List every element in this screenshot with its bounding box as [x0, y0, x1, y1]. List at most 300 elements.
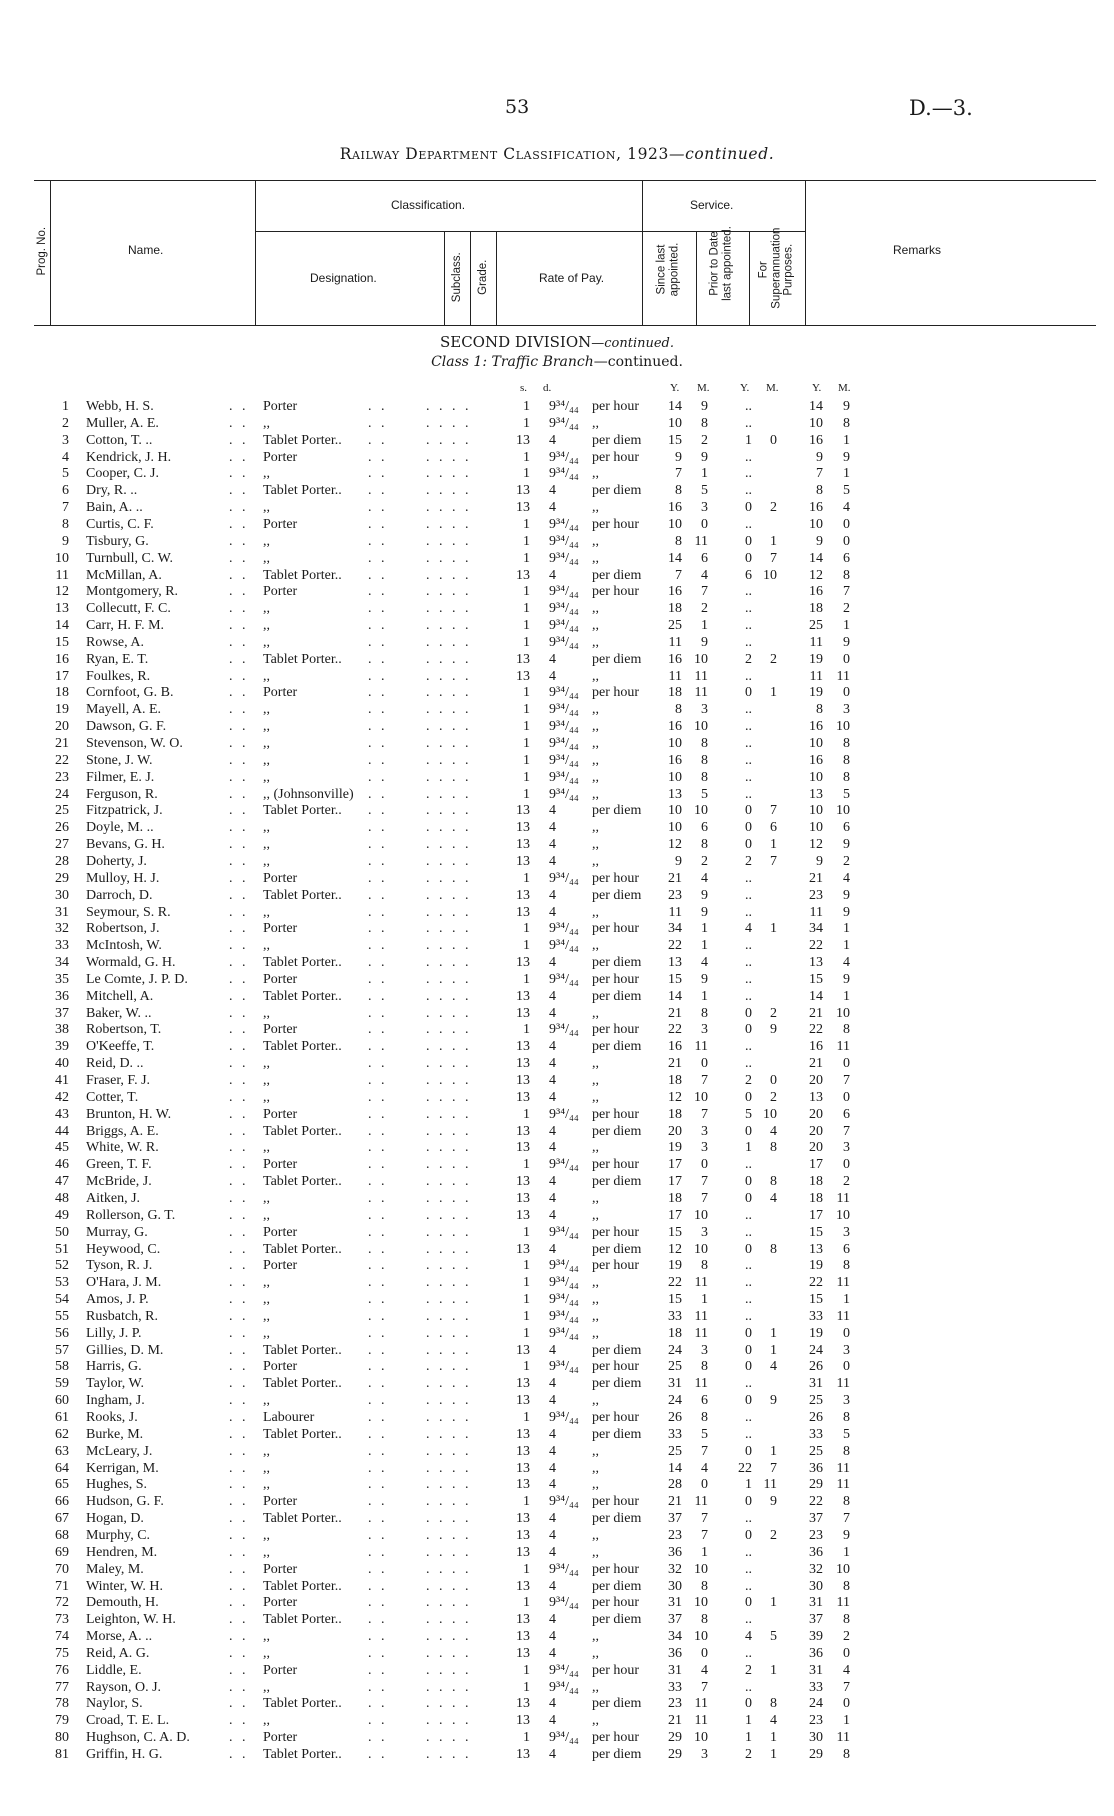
row-since-years: 25: [668, 1443, 682, 1459]
row-pay-period: ,,: [592, 702, 599, 718]
row-super-years: 19: [809, 651, 823, 667]
row-name: Ryan, E. T.: [86, 651, 149, 667]
row-prior-months: 6: [770, 820, 777, 836]
unit-s: s.: [520, 382, 528, 394]
row-number: 48: [55, 1190, 69, 1206]
row-number: 46: [55, 1157, 69, 1173]
row-designation: Tablet Porter..: [263, 1241, 342, 1257]
row-since-years: 25: [668, 618, 682, 634]
row-prior-months: 1: [770, 837, 777, 853]
row-prior-months: 1: [770, 1662, 777, 1678]
row-super-years: 20: [809, 1073, 823, 1088]
row-pay-pence: 4: [549, 1207, 556, 1223]
row-super-years: 30: [809, 1578, 823, 1594]
row-super-years: 22: [809, 1494, 823, 1510]
table-row: [0, 1646, 1114, 1663]
row-prior-months: 8: [770, 1241, 777, 1257]
row-number: 28: [55, 853, 69, 869]
dot-leader: . .: [229, 786, 249, 802]
row-pay-pence: 9³⁴/₄₄: [549, 1022, 579, 1038]
row-name: Mulloy, H. J.: [86, 870, 160, 886]
row-designation: Porter: [263, 1258, 298, 1274]
class-title: [0, 354, 1114, 370]
row-super-years: 24: [809, 1696, 823, 1712]
row-super-years: 25: [809, 1393, 823, 1409]
dot-leader: . .: [368, 1039, 388, 1055]
row-prior-months: 4: [770, 1359, 777, 1375]
dot-leader: . . . .: [426, 1224, 472, 1240]
table-row: [0, 888, 1114, 905]
row-name: Bevans, G. H.: [86, 837, 165, 853]
row-prior-years: 4: [745, 1629, 752, 1645]
row-super-months: 11: [836, 1477, 850, 1493]
row-pay-shillings: 13: [516, 1713, 530, 1729]
row-prior-months: 1: [770, 533, 777, 549]
row-super-months: 11: [836, 1039, 850, 1055]
dot-leader: . .: [368, 702, 388, 718]
row-designation: Porter: [263, 584, 298, 600]
row-pay-shillings: 1: [523, 1561, 530, 1577]
row-pay-shillings: 1: [523, 584, 530, 600]
row-pay-shillings: 13: [516, 1241, 530, 1257]
table-row: [0, 534, 1114, 551]
table-row: [0, 652, 1114, 669]
table-row: [0, 972, 1114, 989]
row-since-years: 29: [668, 1747, 682, 1762]
row-super-months: 8: [843, 1612, 850, 1628]
dot-leader: . . . .: [426, 1511, 472, 1527]
dot-leader: . .: [368, 1106, 388, 1122]
dot-leader: . .: [229, 988, 249, 1004]
row-name: Murphy, C.: [86, 1527, 151, 1543]
page-title: [0, 145, 1114, 163]
row-designation: Porter: [263, 1106, 298, 1122]
row-super-months: 11: [836, 1460, 850, 1476]
row-designation: Porter: [263, 1224, 298, 1240]
row-prior-years: 2: [745, 651, 752, 667]
row-prior-months: 2: [770, 500, 777, 516]
table-row: [0, 1174, 1114, 1191]
table-row: [0, 1090, 1114, 1107]
dot-leader: . . . .: [426, 668, 472, 684]
row-designation: ,,: [263, 1190, 270, 1206]
row-super-years: 15: [809, 1224, 823, 1240]
dot-leader: . . . .: [426, 1713, 472, 1729]
dot-leader: . .: [368, 668, 388, 684]
row-since-months: 1: [701, 1292, 708, 1308]
row-prior-years: ..: [745, 719, 752, 735]
row-pay-period: ,,: [592, 904, 599, 920]
row-pay-shillings: 1: [523, 1494, 530, 1510]
row-number: 67: [55, 1511, 69, 1527]
row-since-months: 3: [701, 1022, 708, 1038]
row-prior-years: ..: [745, 1679, 752, 1695]
row-since-months: 8: [701, 1359, 708, 1375]
row-super-years: 20: [809, 1123, 823, 1139]
row-super-years: 34: [809, 921, 823, 937]
row-super-years: 13: [809, 786, 823, 802]
row-since-months: 11: [694, 668, 708, 684]
row-super-years: 7: [816, 466, 823, 482]
row-number: 36: [55, 988, 69, 1004]
row-prior-months: 7: [770, 1460, 777, 1476]
dot-leader: . .: [229, 1089, 249, 1105]
row-prior-years: ..: [745, 1376, 752, 1392]
header-prog-no: Prog. No.: [35, 226, 48, 276]
dot-leader: . . . .: [426, 618, 472, 634]
dot-leader: . .: [368, 719, 388, 735]
dot-leader: . .: [229, 533, 249, 549]
row-since-months: 1: [701, 618, 708, 634]
row-pay-pence: 4: [549, 1629, 556, 1645]
row-pay-shillings: 1: [523, 921, 530, 937]
row-super-years: 15: [809, 971, 823, 987]
row-number: 3: [62, 432, 69, 448]
dot-leader: . .: [229, 1022, 249, 1038]
header-for-super: For Superannuation Purposes.: [757, 227, 795, 309]
row-name: Mitchell, A.: [86, 988, 154, 1004]
row-super-months: 8: [843, 1022, 850, 1038]
dot-leader: . . . .: [426, 803, 472, 819]
row-name: Amos, J. P.: [86, 1292, 149, 1308]
row-number: 53: [55, 1275, 69, 1291]
row-pay-pence: 9³⁴/₄₄: [549, 466, 579, 482]
row-since-months: 11: [694, 1696, 708, 1712]
row-name: Aitken, J.: [86, 1190, 141, 1206]
row-super-months: 7: [843, 1679, 850, 1695]
row-since-years: 12: [668, 1089, 682, 1105]
row-super-months: 6: [843, 1106, 850, 1122]
row-since-months: 3: [701, 500, 708, 516]
row-super-years: 13: [809, 955, 823, 971]
row-pay-shillings: 1: [523, 786, 530, 802]
table-row: [0, 1461, 1114, 1478]
dot-leader: . .: [229, 668, 249, 684]
row-prior-years: 0: [745, 1325, 752, 1341]
row-pay-shillings: 13: [516, 567, 530, 583]
row-pay-shillings: 13: [516, 1544, 530, 1560]
row-pay-shillings: 13: [516, 1073, 530, 1088]
dot-leader: . . . .: [426, 415, 472, 431]
row-prior-years: ..: [745, 971, 752, 987]
row-super-years: 23: [809, 1527, 823, 1543]
row-number: 74: [55, 1629, 69, 1645]
row-prior-years: 0: [745, 550, 752, 566]
row-pay-pence: 4: [549, 432, 556, 448]
row-name: Fraser, F. J.: [86, 1073, 151, 1088]
table-row: [0, 1713, 1114, 1730]
row-number: 70: [55, 1561, 69, 1577]
row-number: 72: [55, 1595, 69, 1611]
row-name: Hogan, D.: [86, 1511, 144, 1527]
dot-leader: . .: [229, 399, 249, 414]
row-pay-period: per hour: [592, 1595, 640, 1611]
row-since-months: 9: [701, 399, 708, 414]
row-super-months: 0: [843, 1056, 850, 1072]
row-number: 64: [55, 1460, 69, 1476]
row-super-months: 0: [843, 1089, 850, 1105]
row-super-years: 12: [809, 837, 823, 853]
row-designation: Tablet Porter..: [263, 803, 342, 819]
dot-leader: . .: [368, 500, 388, 516]
row-number: 51: [55, 1241, 69, 1257]
row-prior-months: 0: [770, 432, 777, 448]
row-since-months: 10: [694, 719, 708, 735]
row-prior-months: 5: [770, 1629, 777, 1645]
row-since-years: 18: [668, 685, 682, 701]
row-pay-pence: 4: [549, 1696, 556, 1712]
row-since-years: 7: [675, 466, 682, 482]
row-number: 20: [55, 719, 69, 735]
dot-leader: . . . .: [426, 1410, 472, 1425]
dot-leader: . .: [229, 1393, 249, 1409]
row-since-months: 1: [701, 1544, 708, 1560]
row-super-months: 8: [843, 1410, 850, 1425]
row-number: 35: [55, 971, 69, 987]
row-name: O'Hara, J. M.: [86, 1275, 162, 1291]
row-since-years: 37: [668, 1511, 682, 1527]
table-row: [0, 938, 1114, 955]
dot-leader: . . . .: [426, 1595, 472, 1611]
row-prior-years: 0: [745, 1241, 752, 1257]
row-pay-period: per hour: [592, 1359, 640, 1375]
row-prior-years: ..: [745, 1292, 752, 1308]
table-row: [0, 1343, 1114, 1360]
row-pay-shillings: 13: [516, 1578, 530, 1594]
dot-leader: . .: [368, 1662, 388, 1678]
row-super-months: 11: [836, 1730, 850, 1746]
row-super-months: 11: [836, 1308, 850, 1324]
row-since-years: 15: [668, 1224, 682, 1240]
table-row: [0, 719, 1114, 736]
row-pay-period: per hour: [592, 1022, 640, 1038]
row-prior-years: ..: [745, 1645, 752, 1661]
row-pay-pence: 4: [549, 1174, 556, 1190]
row-pay-pence: 9³⁴/₄₄: [549, 634, 579, 650]
dot-leader: . .: [229, 938, 249, 954]
table-row: [0, 416, 1114, 433]
table-row: [0, 803, 1114, 820]
row-super-months: 8: [843, 1443, 850, 1459]
row-name: McBride, J.: [86, 1174, 152, 1190]
row-number: 49: [55, 1207, 69, 1223]
row-since-months: 1: [701, 466, 708, 482]
division-title-main: SECOND DIVISION: [439, 333, 592, 351]
row-designation: Tablet Porter..: [263, 1123, 342, 1139]
table-row: [0, 702, 1114, 719]
row-number: 33: [55, 938, 69, 954]
dot-leader: . . . .: [426, 1207, 472, 1223]
row-pay-shillings: 1: [523, 1106, 530, 1122]
row-pay-period: per hour: [592, 1106, 640, 1122]
dot-leader: . .: [368, 1460, 388, 1476]
dot-leader: . .: [229, 1157, 249, 1173]
row-pay-pence: 9³⁴/₄₄: [549, 1224, 579, 1240]
row-since-months: 5: [701, 483, 708, 499]
row-pay-pence: 4: [549, 668, 556, 684]
row-number: 14: [55, 618, 69, 634]
row-super-years: 21: [809, 1056, 823, 1072]
row-super-years: 36: [809, 1645, 823, 1661]
dot-leader: . .: [368, 1359, 388, 1375]
dot-leader: . .: [229, 1460, 249, 1476]
row-pay-period: ,,: [592, 1544, 599, 1560]
row-super-months: 9: [843, 399, 850, 414]
table-header: [34, 180, 1096, 326]
row-super-years: 33: [809, 1426, 823, 1442]
row-pay-shillings: 13: [516, 1056, 530, 1072]
dot-leader: . . . .: [426, 1106, 472, 1122]
dot-leader: . . . .: [426, 1157, 472, 1173]
row-pay-pence: 9³⁴/₄₄: [549, 618, 579, 634]
dot-leader: . .: [368, 432, 388, 448]
row-since-months: 0: [701, 1157, 708, 1173]
row-super-years: 31: [809, 1595, 823, 1611]
dot-leader: . .: [368, 921, 388, 937]
dot-leader: . .: [229, 702, 249, 718]
row-pay-period: per hour: [592, 449, 640, 465]
row-prior-years: 0: [745, 500, 752, 516]
row-since-years: 22: [668, 938, 682, 954]
row-super-months: 8: [843, 1747, 850, 1762]
row-super-years: 16: [809, 719, 823, 735]
row-prior-years: 0: [745, 1005, 752, 1021]
dot-leader: . .: [229, 618, 249, 634]
dot-leader: . .: [229, 550, 249, 566]
row-prior-years: 0: [745, 1190, 752, 1206]
table-row: [0, 601, 1114, 618]
row-pay-period: per diem: [592, 1342, 642, 1358]
row-pay-shillings: 1: [523, 1679, 530, 1695]
row-super-months: 8: [843, 769, 850, 785]
row-since-months: 0: [701, 516, 708, 532]
row-since-months: 9: [701, 634, 708, 650]
row-super-months: 9: [843, 449, 850, 465]
table-row: [0, 685, 1114, 702]
row-name: Rollerson, G. T.: [86, 1207, 176, 1223]
row-pay-period: ,,: [592, 634, 599, 650]
row-super-years: 25: [809, 618, 823, 634]
row-super-months: 0: [843, 1359, 850, 1375]
row-super-years: 16: [809, 1039, 823, 1055]
table-row: [0, 669, 1114, 686]
dot-leader: . . . .: [426, 1241, 472, 1257]
row-name: Bain, A. ..: [86, 500, 143, 516]
header-rule: [470, 231, 471, 325]
row-prior-months: 4: [770, 1713, 777, 1729]
dot-leader: . .: [229, 1595, 249, 1611]
row-prior-years: ..: [745, 1056, 752, 1072]
row-since-years: 36: [668, 1645, 682, 1661]
row-since-months: 10: [694, 1595, 708, 1611]
row-since-months: 8: [701, 736, 708, 751]
row-prior-years: ..: [745, 1039, 752, 1055]
row-pay-period: ,,: [592, 618, 599, 634]
row-prior-years: 0: [745, 685, 752, 701]
row-designation: Tablet Porter..: [263, 483, 342, 499]
dot-leader: . .: [368, 988, 388, 1004]
row-number: 13: [55, 601, 69, 617]
row-pay-pence: 4: [549, 803, 556, 819]
row-pay-period: ,,: [592, 1645, 599, 1661]
row-prior-months: 1: [770, 1342, 777, 1358]
dot-leader: . . . .: [426, 1662, 472, 1678]
row-super-years: 39: [809, 1629, 823, 1645]
row-name: Collecutt, F. C.: [86, 601, 171, 617]
row-pay-period: per diem: [592, 1511, 642, 1527]
row-since-years: 18: [668, 601, 682, 617]
row-since-months: 2: [701, 432, 708, 448]
row-since-years: 23: [668, 887, 682, 903]
dot-leader: . .: [368, 1696, 388, 1712]
row-prior-months: 4: [770, 1190, 777, 1206]
row-super-months: 2: [843, 1629, 850, 1645]
row-since-months: 9: [701, 887, 708, 903]
row-designation: Porter: [263, 971, 298, 987]
row-pay-period: ,,: [592, 837, 599, 853]
row-designation: ,,: [263, 837, 270, 853]
dot-leader: . .: [368, 1477, 388, 1493]
table-row: [0, 584, 1114, 601]
dot-leader: . .: [368, 1629, 388, 1645]
dot-leader: . . . .: [426, 1056, 472, 1072]
row-prior-years: ..: [745, 1410, 752, 1425]
table-row: [0, 1680, 1114, 1697]
row-number: 9: [62, 533, 69, 549]
row-designation: ,,: [263, 634, 270, 650]
dot-leader: . .: [368, 1224, 388, 1240]
dot-leader: . .: [368, 887, 388, 903]
row-pay-shillings: 1: [523, 1662, 530, 1678]
row-pay-shillings: 1: [523, 685, 530, 701]
row-name: Rowse, A.: [86, 634, 144, 650]
row-designation: Porter: [263, 1561, 298, 1577]
row-pay-pence: 4: [549, 1342, 556, 1358]
row-since-years: 11: [668, 634, 682, 650]
row-super-years: 24: [809, 1342, 823, 1358]
row-pay-pence: 9³⁴/₄₄: [549, 1561, 579, 1577]
row-designation: Porter: [263, 1022, 298, 1038]
row-super-years: 36: [809, 1544, 823, 1560]
dot-leader: . .: [368, 1730, 388, 1746]
dot-leader: . . . .: [426, 988, 472, 1004]
table-row: [0, 1696, 1114, 1713]
row-number: 34: [55, 955, 69, 971]
dot-leader: . . . .: [426, 1747, 472, 1762]
row-super-months: 9: [843, 837, 850, 853]
row-since-months: 11: [694, 533, 708, 549]
row-number: 62: [55, 1426, 69, 1442]
row-number: 5: [62, 466, 69, 482]
row-since-years: 8: [675, 483, 682, 499]
table-row: [0, 1427, 1114, 1444]
row-super-months: 11: [836, 1275, 850, 1291]
row-super-months: 11: [836, 668, 850, 684]
row-super-months: 1: [843, 921, 850, 937]
row-super-years: 21: [809, 870, 823, 886]
row-super-years: 10: [809, 820, 823, 836]
row-pay-pence: 4: [549, 820, 556, 836]
row-pay-period: per hour: [592, 1730, 640, 1746]
row-since-years: 21: [668, 1056, 682, 1072]
row-since-years: 10: [668, 820, 682, 836]
row-super-months: 4: [843, 955, 850, 971]
dot-leader: . . . .: [426, 938, 472, 954]
row-super-years: 10: [809, 803, 823, 819]
dot-leader: . . . .: [426, 516, 472, 532]
row-pay-period: ,,: [592, 1443, 599, 1459]
dot-leader: . . . .: [426, 769, 472, 785]
